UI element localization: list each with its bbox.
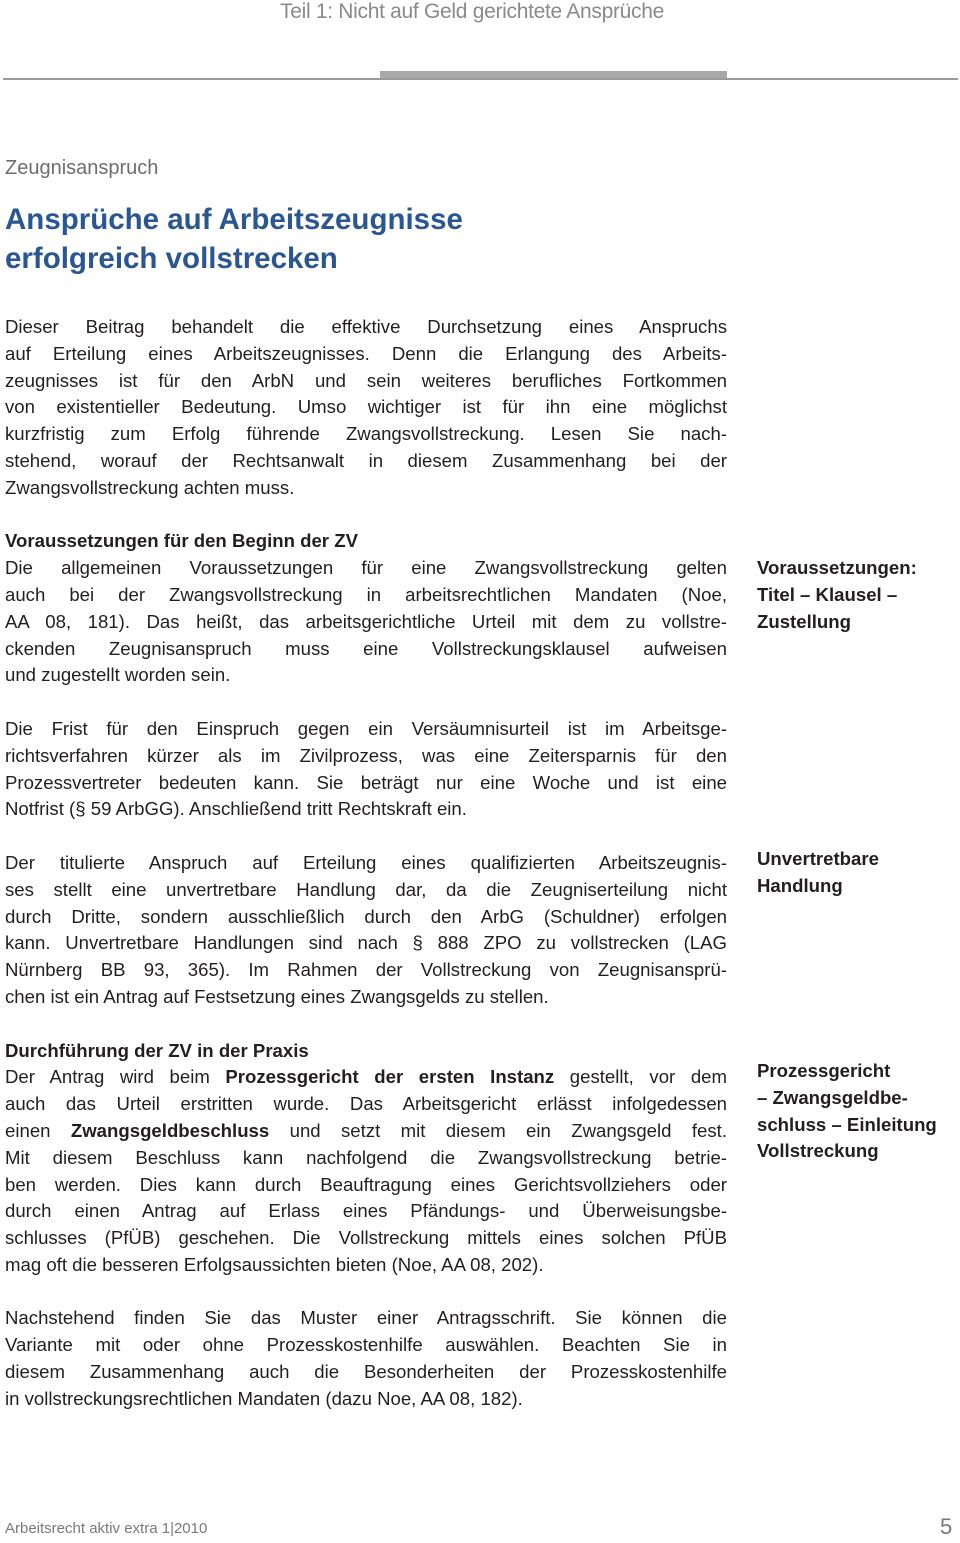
- margin-note-line: Unvertretbare: [757, 848, 879, 869]
- text-line: [5, 1252, 727, 1279]
- text-segment: auch bei der Zwangsvollstreckung in arbeitsrechtlichen Mandaten (Noe,: [5, 583, 727, 605]
- text-segment: Notfrist (§ 59 ArbGG). Anschließend tritt Rechtskraft ein.: [5, 798, 467, 820]
- margin-note-line: Prozessgericht: [757, 1060, 891, 1081]
- margin-note-line: Handlung: [757, 874, 843, 896]
- paragraph: [5, 850, 727, 1011]
- header-rule: [3, 78, 958, 80]
- margin-note-voraussetzungen: [757, 555, 917, 635]
- text-segment: ses stellt eine unvertretbare Handlung dar, da die Zeugniserteilung nicht: [5, 878, 727, 900]
- paragraph: [5, 528, 727, 689]
- text-line: [5, 314, 727, 341]
- text-line: [5, 475, 727, 502]
- text-segment: auf Erteilung eines Arbeitszeugnisses. Denn die Erlangung des Arbeits-: [5, 342, 727, 364]
- text-segment: Die Frist für den Einspruch gegen ein Versäumnisurteil ist im Arbeitsge-: [5, 717, 727, 739]
- text-line: [5, 1118, 727, 1145]
- text-line: [5, 1145, 727, 1172]
- text-line: [5, 957, 727, 984]
- margin-note-unvertretbare-handlung: [757, 846, 879, 900]
- text-line: [5, 1386, 727, 1413]
- text-segment: Mit diesem Beschluss kann nachfolgend die Zwangsvollstreckung betrie-: [5, 1146, 727, 1168]
- text-line: [5, 394, 727, 421]
- text-segment: und zugestellt worden sein.: [5, 664, 231, 686]
- text-segment: Prozessvertreter bedeuten kann. Sie beträgt nur eine Woche und ist eine: [5, 771, 727, 793]
- text-segment: diesem Zusammenhang auch die Besonderheiten der Prozesskostenhilfe: [5, 1361, 727, 1383]
- text-segment: stehend, worauf der Rechtsanwalt in diesem Zusammenhang bei der: [5, 449, 727, 471]
- emphasis-text: Prozessgericht der ersten Instanz: [225, 1066, 555, 1088]
- text-line: [5, 743, 727, 770]
- text-line: [5, 1064, 727, 1091]
- text-segment: Dieser Beitrag behandelt die effektive Durchsetzung eines Anspruchs: [5, 316, 727, 337]
- text-segment: ben werden. Dies kann durch Beauftragung eines Gerichtsvollziehers oder: [5, 1173, 727, 1195]
- text-segment: von existentieller Bedeutung. Umso wichtiger ist für ihn eine möglichst: [5, 396, 727, 418]
- text-segment: chen ist ein Antrag auf Festsetzung eines Zwangsgelds zu stellen.: [5, 985, 549, 1007]
- margin-note-line: Vollstreckung: [757, 1140, 879, 1162]
- text-segment: kurzfristig zum Erfolg führende Zwangsvollstreckung. Lesen Sie nach-: [5, 423, 727, 445]
- text-segment: durch einen Antrag auf Erlass eines Pfändungs- und Überweisungsbe-: [5, 1200, 727, 1222]
- text-segment: in vollstreckungsrechtlichen Mandaten (dazu Noe, AA 08, 182).: [5, 1387, 523, 1409]
- text-line: [5, 1091, 727, 1118]
- margin-note-line: Zustellung: [757, 610, 851, 632]
- text-line: [5, 421, 727, 448]
- margin-note-line: Voraussetzungen:: [757, 557, 917, 578]
- emphasis-text: Zwangsgeldbeschluss: [70, 1119, 270, 1141]
- text-line: [5, 1332, 727, 1359]
- paragraph: [5, 716, 727, 823]
- text-segment: AA 08, 181). Das heißt, das arbeitsgerichtliche Urteil mit dem zu vollstre-: [5, 610, 727, 632]
- text-line: [5, 930, 727, 957]
- section-heading: Voraussetzungen für den Beginn der ZV: [5, 530, 358, 552]
- text-segment: auch das Urteil erstritten wurde. Das Arbeitsgericht erlässt infolgedessen: [5, 1093, 727, 1115]
- margin-note-line: schluss – Einleitung: [757, 1113, 937, 1135]
- text-line: [5, 341, 727, 368]
- text-line: [5, 796, 727, 823]
- text-line: [5, 770, 727, 797]
- page-number: 5: [940, 1514, 953, 1539]
- text-segment: gestellt, vor dem: [554, 1066, 727, 1088]
- section-heading: Durchführung der ZV in der Praxis: [5, 1039, 309, 1061]
- text-line: [5, 662, 727, 689]
- text-segment: und setzt mit diesem ein Zwangsgeld fest.: [269, 1119, 727, 1141]
- text-line: [5, 1359, 727, 1386]
- text-line: [5, 636, 727, 663]
- article-body: [5, 314, 727, 1439]
- text-segment: ckenden Zeugnisanspruch muss eine Vollstreckungsklausel aufweisen: [5, 637, 727, 659]
- text-line: [5, 1198, 727, 1225]
- text-segment: Der titulierte Anspruch auf Erteilung eines qualifizierten Arbeitszeugnis-: [5, 851, 727, 873]
- text-line: [5, 984, 727, 1011]
- title-line: erfolgreich vollstrecken: [5, 242, 338, 275]
- text-segment: einen: [5, 1119, 71, 1141]
- text-segment: Nürnberg BB 93, 365). Im Rahmen der Vollstreckung von Zeugnisansprü-: [5, 959, 727, 981]
- text-segment: Die allgemeinen Voraussetzungen für eine Zwangsvollstreckung gelten: [5, 557, 727, 579]
- article-title: [5, 200, 463, 278]
- text-segment: kann. Unvertretbare Handlungen sind nach § 888 ZPO zu vollstrecken (LAG: [5, 932, 727, 954]
- text-line: [5, 555, 727, 582]
- text-line: [5, 877, 727, 904]
- margin-note-line: – Zwangsgeldbe-: [757, 1086, 908, 1108]
- paragraph: [5, 1038, 727, 1279]
- article-kicker: Zeugnisanspruch: [5, 157, 159, 179]
- text-segment: mag oft die besseren Erfolgsaussichten bieten (Noe, AA 08, 202).: [5, 1253, 544, 1275]
- text-line: [5, 609, 727, 636]
- text-line: [5, 448, 727, 475]
- text-line: [5, 716, 727, 743]
- text-segment: Variante mit oder ohne Prozesskostenhilfe auswählen. Beachten Sie in: [5, 1334, 727, 1356]
- text-line: [5, 904, 727, 931]
- text-segment: zeugnisses ist für den ArbN und sein weiteres berufliches Fortkommen: [5, 369, 727, 391]
- text-segment: richtsverfahren kürzer als im Zivilprozess, was eine Zeitersparnis für den: [5, 744, 727, 766]
- text-segment: Nachstehend finden Sie das Muster einer Antragsschrift. Sie können die: [5, 1307, 727, 1329]
- footer-publication: Arbeitsrecht aktiv extra 1|2010: [5, 1520, 208, 1537]
- margin-note-prozessgericht: [757, 1058, 937, 1165]
- text-line: [5, 1172, 727, 1199]
- text-segment: Zwangsvollstreckung achten muss.: [5, 476, 295, 498]
- paragraph: [5, 1305, 727, 1412]
- text-line: [5, 1305, 727, 1332]
- margin-note-line: Titel – Klausel –: [757, 583, 898, 605]
- text-segment: durch Dritte, sondern ausschließlich durch den ArbG (Schuldner) erfolgen: [5, 905, 727, 927]
- text-line: [5, 368, 727, 395]
- running-header: Teil 1: Nicht auf Geld gerichtete Ansprüche: [280, 0, 664, 23]
- paragraph: [5, 314, 727, 502]
- text-segment: schlusses (PfÜB) geschehen. Die Vollstreckung mittels eines solchen PfÜB: [5, 1227, 727, 1249]
- text-line: [5, 582, 727, 609]
- text-line: [5, 850, 727, 877]
- text-segment: Der Antrag wird beim: [5, 1066, 226, 1088]
- text-line: [5, 1225, 727, 1252]
- title-line: Ansprüche auf Arbeitszeugnisse: [5, 203, 463, 236]
